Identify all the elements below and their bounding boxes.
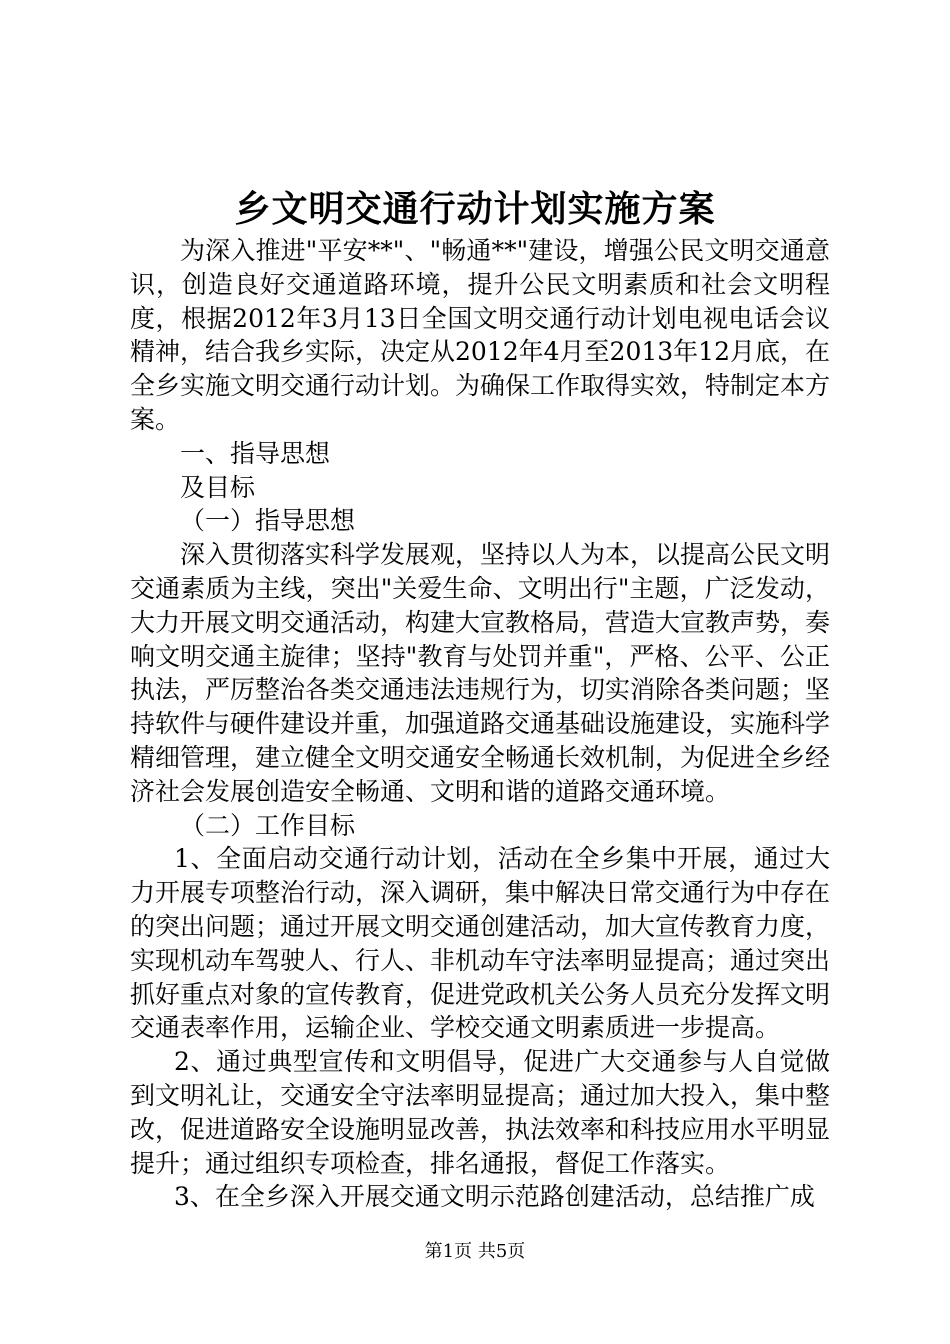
guiding-thought-paragraph: 深入贯彻落实科学发展观，坚持以人为本，以提高公民文明交通素质为主线，突出"关爱生命、文明出行"主题，广泛发动，大力开展文明交通活动，构建大宣教格局，营造大宣教声势，奏响文明交通主旋律；坚持"教育与处罚并重"，严格、公平、公正执法，严厉整治各类交通违法违规行为，切实消除各类问题；坚持软件与硬件建设并重，加强道路交通基础设施建设，实施科学精细管理，建立健全文明交通安全畅通长效机制，为促进全乡经济社会发展创造安全畅通、文明和谐的道路交通环境。 [130, 540, 831, 806]
goal-paragraph-3: 3、在全乡深入开展交通文明示范路创建活动，总结推广成 [174, 1182, 815, 1212]
subsection-heading-1: （一）指导思想 [180, 506, 356, 536]
goal-paragraph-1: 1、全面启动交通行动计划，活动在全乡集中开展，通过大力开展专项整治行动，深入调研，集中解决日常交通行为中存在的突出问题；通过开展文明交通创建活动，加大宣传教育力度，实现机动车驾驶人、行人、非机动车守法率明显提高；通过突出抓好重点对象的宣传教育，促进党政机关公务人员充分发挥文明交通表率作用，运输企业、学校交通文明素质进一步提高。 [130, 844, 831, 1043]
page-footer: 第1页 共5页 [424, 1241, 526, 1262]
document-body [130, 234, 830, 1214]
document-title: 乡文明交通行动计划实施方案 [234, 188, 716, 230]
section-heading-1-cont: 及目标 [180, 472, 256, 502]
subsection-heading-2: （二）工作目标 [180, 810, 356, 840]
goal-paragraph-2: 2、通过典型宣传和文明倡导，促进广大交通参与人自觉做到文明礼让，交通安全守法率明显提高；通过加大投入，集中整改，促进道路安全设施明显改善，执法效率和科技应用水平明显提升；通过组织专项检查，排名通报，督促工作落实。 [130, 1047, 831, 1178]
section-heading-1: 一、指导思想 [180, 438, 331, 468]
intro-paragraph: 为深入推进"平安**"、"畅通**"建设，增强公民文明交通意识，创造良好交通道路环境，提升公民文明素质和社会文明程度，根据2012年3月13日全国文明交通行动计划电视电话会议精神，结合我乡实际，决定从2012年4月至2013年12月底，在全乡实施文明交通行动计划。为确保工作取得实效，特制定本方案。 [130, 236, 831, 434]
